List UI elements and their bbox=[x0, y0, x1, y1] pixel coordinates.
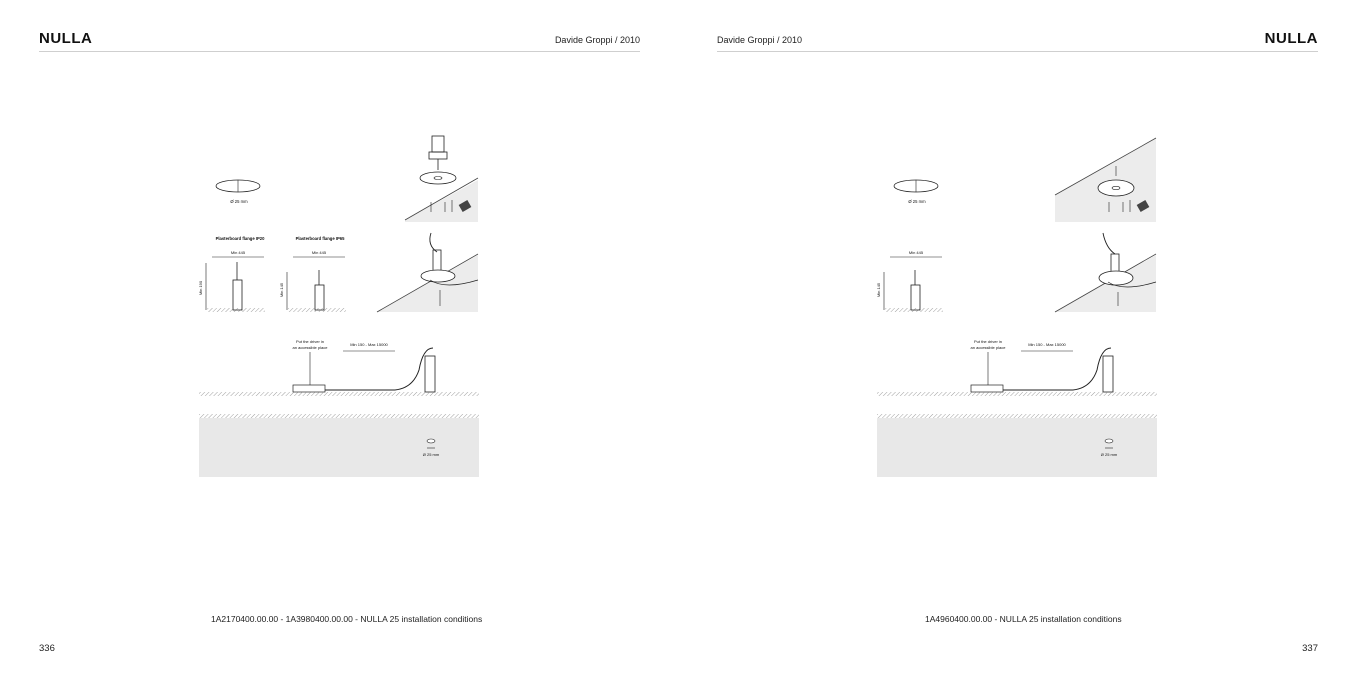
flange-drawing bbox=[884, 257, 943, 312]
page-number: 336 bbox=[39, 643, 55, 654]
cable-length: Min 150 - Max 15000 bbox=[1028, 342, 1066, 347]
min-height: Min 145 bbox=[876, 282, 881, 298]
flange-ip20-drawing bbox=[206, 257, 265, 312]
hole-label: Ø 25 mm bbox=[908, 199, 926, 204]
driver-note-line2: an accessible place bbox=[292, 345, 328, 350]
figure-caption: 1A2170400.00.00 - 1A3980400.00.00 - NULLA 25 installation conditions bbox=[211, 614, 483, 624]
ceiling-install-drawing bbox=[1055, 138, 1156, 222]
header-rule bbox=[717, 51, 1318, 52]
fixture-insert-drawing bbox=[1055, 233, 1156, 312]
cable-length: Min 150 - Max 15000 bbox=[350, 342, 388, 347]
flange-ip20-title: Plasterboard flange IP20 bbox=[215, 236, 265, 241]
hole-label: Ø 25 mm bbox=[230, 199, 248, 204]
right-page bbox=[678, 0, 1356, 678]
hole-drawing bbox=[216, 180, 260, 192]
min-width: Min 445 bbox=[908, 250, 924, 255]
ceiling-install-drawing bbox=[405, 136, 478, 222]
installation-diagram bbox=[195, 130, 485, 480]
header-rule bbox=[39, 51, 640, 52]
page-number: 337 bbox=[1302, 643, 1318, 654]
flange-ip65-title: Plasterboard flange IP65 bbox=[295, 236, 345, 241]
driver-section-drawing bbox=[877, 348, 1157, 477]
ceiling-hole-label: Ø 25 mm bbox=[1100, 452, 1118, 457]
hole-drawing bbox=[894, 180, 938, 192]
designer-year: Davide Groppi / 2010 bbox=[554, 35, 640, 45]
designer-year: Davide Groppi / 2010 bbox=[717, 35, 803, 45]
brand-title: NULLA bbox=[1264, 30, 1318, 47]
driver-note-line1: Put the driver in bbox=[295, 339, 325, 344]
installation-diagram bbox=[873, 130, 1163, 480]
flange-ip65-drawing bbox=[287, 257, 346, 312]
min-width-2: Min 445 bbox=[311, 250, 327, 255]
driver-section-drawing bbox=[199, 348, 479, 477]
brand-title: NULLA bbox=[39, 30, 93, 47]
driver-note-line2: an accessible place bbox=[970, 345, 1006, 350]
min-height-2: Min 145 bbox=[279, 282, 284, 298]
fixture-insert-drawing bbox=[377, 233, 478, 312]
min-height-1: Min 190 bbox=[198, 280, 203, 296]
figure-caption: 1A4960400.00.00 - NULLA 25 installation conditions bbox=[925, 614, 1122, 624]
min-width-1: Min 445 bbox=[230, 250, 246, 255]
ceiling-hole-label: Ø 25 mm bbox=[422, 452, 440, 457]
driver-note-line1: Put the driver in bbox=[973, 339, 1003, 344]
